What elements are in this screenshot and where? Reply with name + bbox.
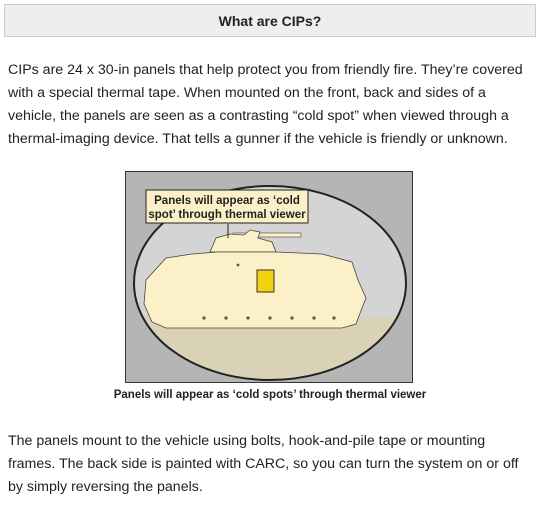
thermal-viewer-figure — [125, 171, 413, 383]
callout-text-line2: spot’ through thermal viewer — [148, 209, 306, 221]
header-title: What are CIPs? — [218, 12, 322, 29]
callout-text-line1: Panels will appear as ‘cold — [154, 195, 300, 207]
body-paragraph: The panels mount to the vehicle using bolts, hook-and-pile tape or mounting frames. The back side is painted with CARC, so you can turn the system on or off by simply reversing the panels. — [8, 433, 519, 495]
cip-panel — [257, 270, 274, 292]
figure-caption: Panels will appear as ‘cold spots’ through thermal viewer — [113, 389, 427, 401]
thermal-viewer-illustration — [126, 172, 412, 382]
intro-paragraph: CIPs are 24 x 30-in panels that help protect you from friendly fire. They’re covered with a special thermal tape. When mounted on the front, back and sides of a vehicle, the panels are seen as a contrasting “cold spot” when viewed through a thermal-imaging device. That tells a gunner if the vehicle is friendly or unknown. — [8, 62, 523, 147]
header-bar — [4, 4, 536, 37]
